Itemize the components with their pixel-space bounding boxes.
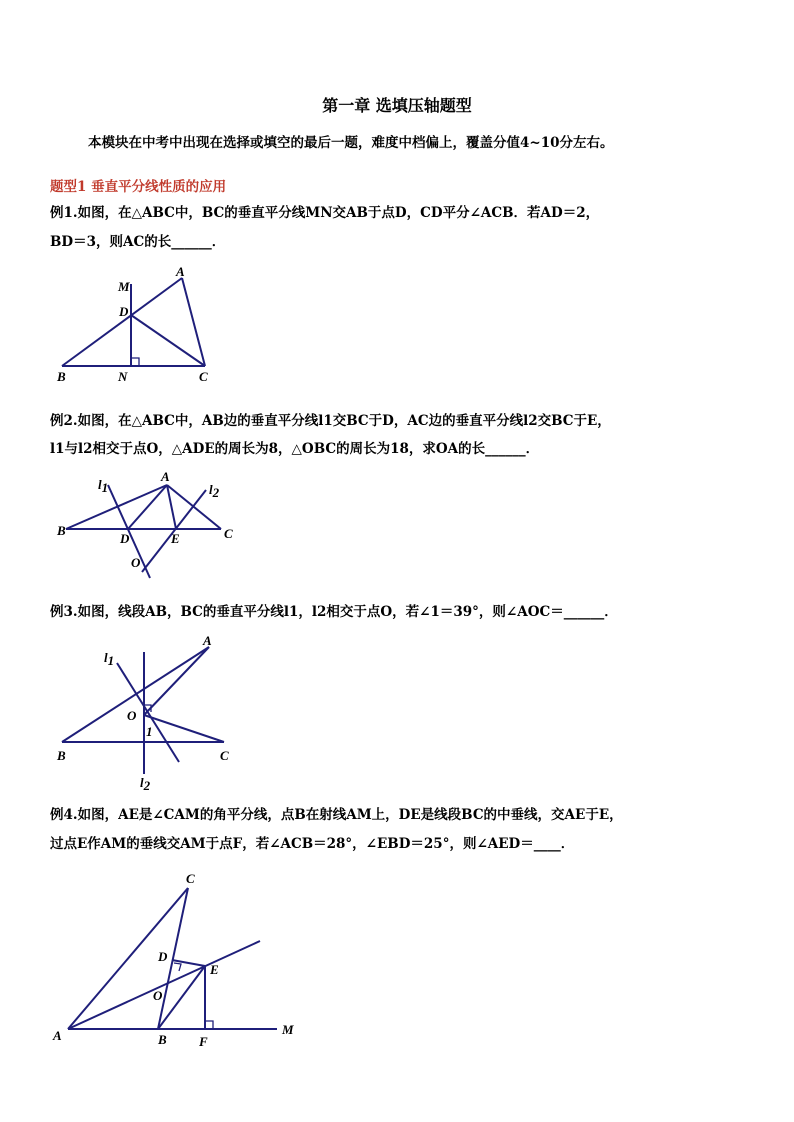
example-4-line-2: 过点E作AM的垂线交AM于点F，若∠ACB＝28°，∠EBD＝25°，则∠AED＝____． [50, 836, 575, 852]
fig1-label-M: M [118, 279, 130, 294]
fig3-label-l2: l2 [140, 775, 151, 793]
fig3-label-angle-1: 1 [146, 724, 153, 739]
figure-4 [68, 888, 277, 1029]
fig3-segment-CO [144, 715, 224, 742]
fig3-label-O: O [127, 708, 137, 723]
fig4-label-A: A [53, 1028, 62, 1043]
intro-paragraph: 本模块在中考中出现在选择或填空的最后一题，难度中档偏上，覆盖分值4~10分左右。 [88, 135, 614, 151]
fig2-label-O: O [131, 555, 141, 570]
fig4-segment-AC [68, 888, 188, 1029]
fig4-label-D: D [158, 949, 168, 964]
fig3-label-B: B [57, 748, 66, 763]
fig2-label-l2: l2 [209, 482, 220, 500]
section-heading: 题型1 垂直平分线性质的应用 [50, 179, 227, 195]
example-1-line-1: 例1.如图，在△ABC中，BC的垂直平分线MN交AB于点D，CD平分∠ACB．若AD＝2， [50, 205, 600, 221]
fig1-label-C: C [199, 369, 208, 384]
fig4-right-angle-mark-F [205, 1021, 213, 1029]
fig2-segment-BA [66, 485, 167, 529]
fig2-label-D: D [120, 531, 130, 546]
fig2-segment-AD [128, 485, 167, 529]
fig3-segment-OA [144, 647, 209, 715]
fig4-right-angle-mark-D [174, 963, 181, 971]
fig3-label-C: C [220, 748, 229, 763]
fig2-label-l1: l1 [98, 477, 109, 495]
fig2-label-C: C [224, 526, 233, 541]
example-2-line-2: l1与l2相交于点O，△ADE的周长为8，△OBC的周长为18，求OA的长______． [50, 441, 540, 457]
fig2-label-B: B [57, 523, 66, 538]
fig2-label-E: E [171, 531, 180, 546]
chapter-title: 第一章 选填压轴题型 [322, 96, 472, 115]
fig1-label-A: A [176, 264, 185, 279]
fig4-label-F: F [199, 1034, 208, 1049]
fig1-label-B: B [57, 369, 66, 384]
fig3-label-l1: l1 [104, 650, 115, 668]
fig4-label-C: C [186, 871, 195, 886]
fig4-label-B: B [158, 1032, 167, 1047]
fig3-segment-BA [62, 647, 209, 742]
fig4-label-M: M [282, 1022, 294, 1037]
example-2-line-1: 例2.如图，在△ABC中，AB边的垂直平分线l1交BC于D，AC边的垂直平分线l2交BC于E， [50, 413, 611, 429]
fig4-label-E: E [210, 962, 219, 977]
figure-1 [62, 278, 205, 366]
example-3-line-1: 例3.如图，线段AB，BC的垂直平分线l1，l2相交于点O，若∠1＝39°，则∠AOC＝______． [50, 604, 618, 620]
fig1-right-angle-mark [131, 358, 139, 366]
fig1-label-D: D [119, 304, 129, 319]
figure-3 [62, 647, 224, 774]
fig1-label-N: N [118, 369, 128, 384]
example-4-line-1: 例4.如图，AE是∠CAM的角平分线，点B在射线AM上，DE是线段BC的中垂线，交AE于E， [50, 807, 623, 823]
figure-2 [66, 485, 221, 578]
fig4-label-O: O [153, 988, 163, 1003]
example-1-line-2: BD＝3，则AC的长______． [50, 234, 226, 250]
fig3-label-A: A [203, 633, 212, 648]
fig2-label-A: A [161, 469, 170, 484]
